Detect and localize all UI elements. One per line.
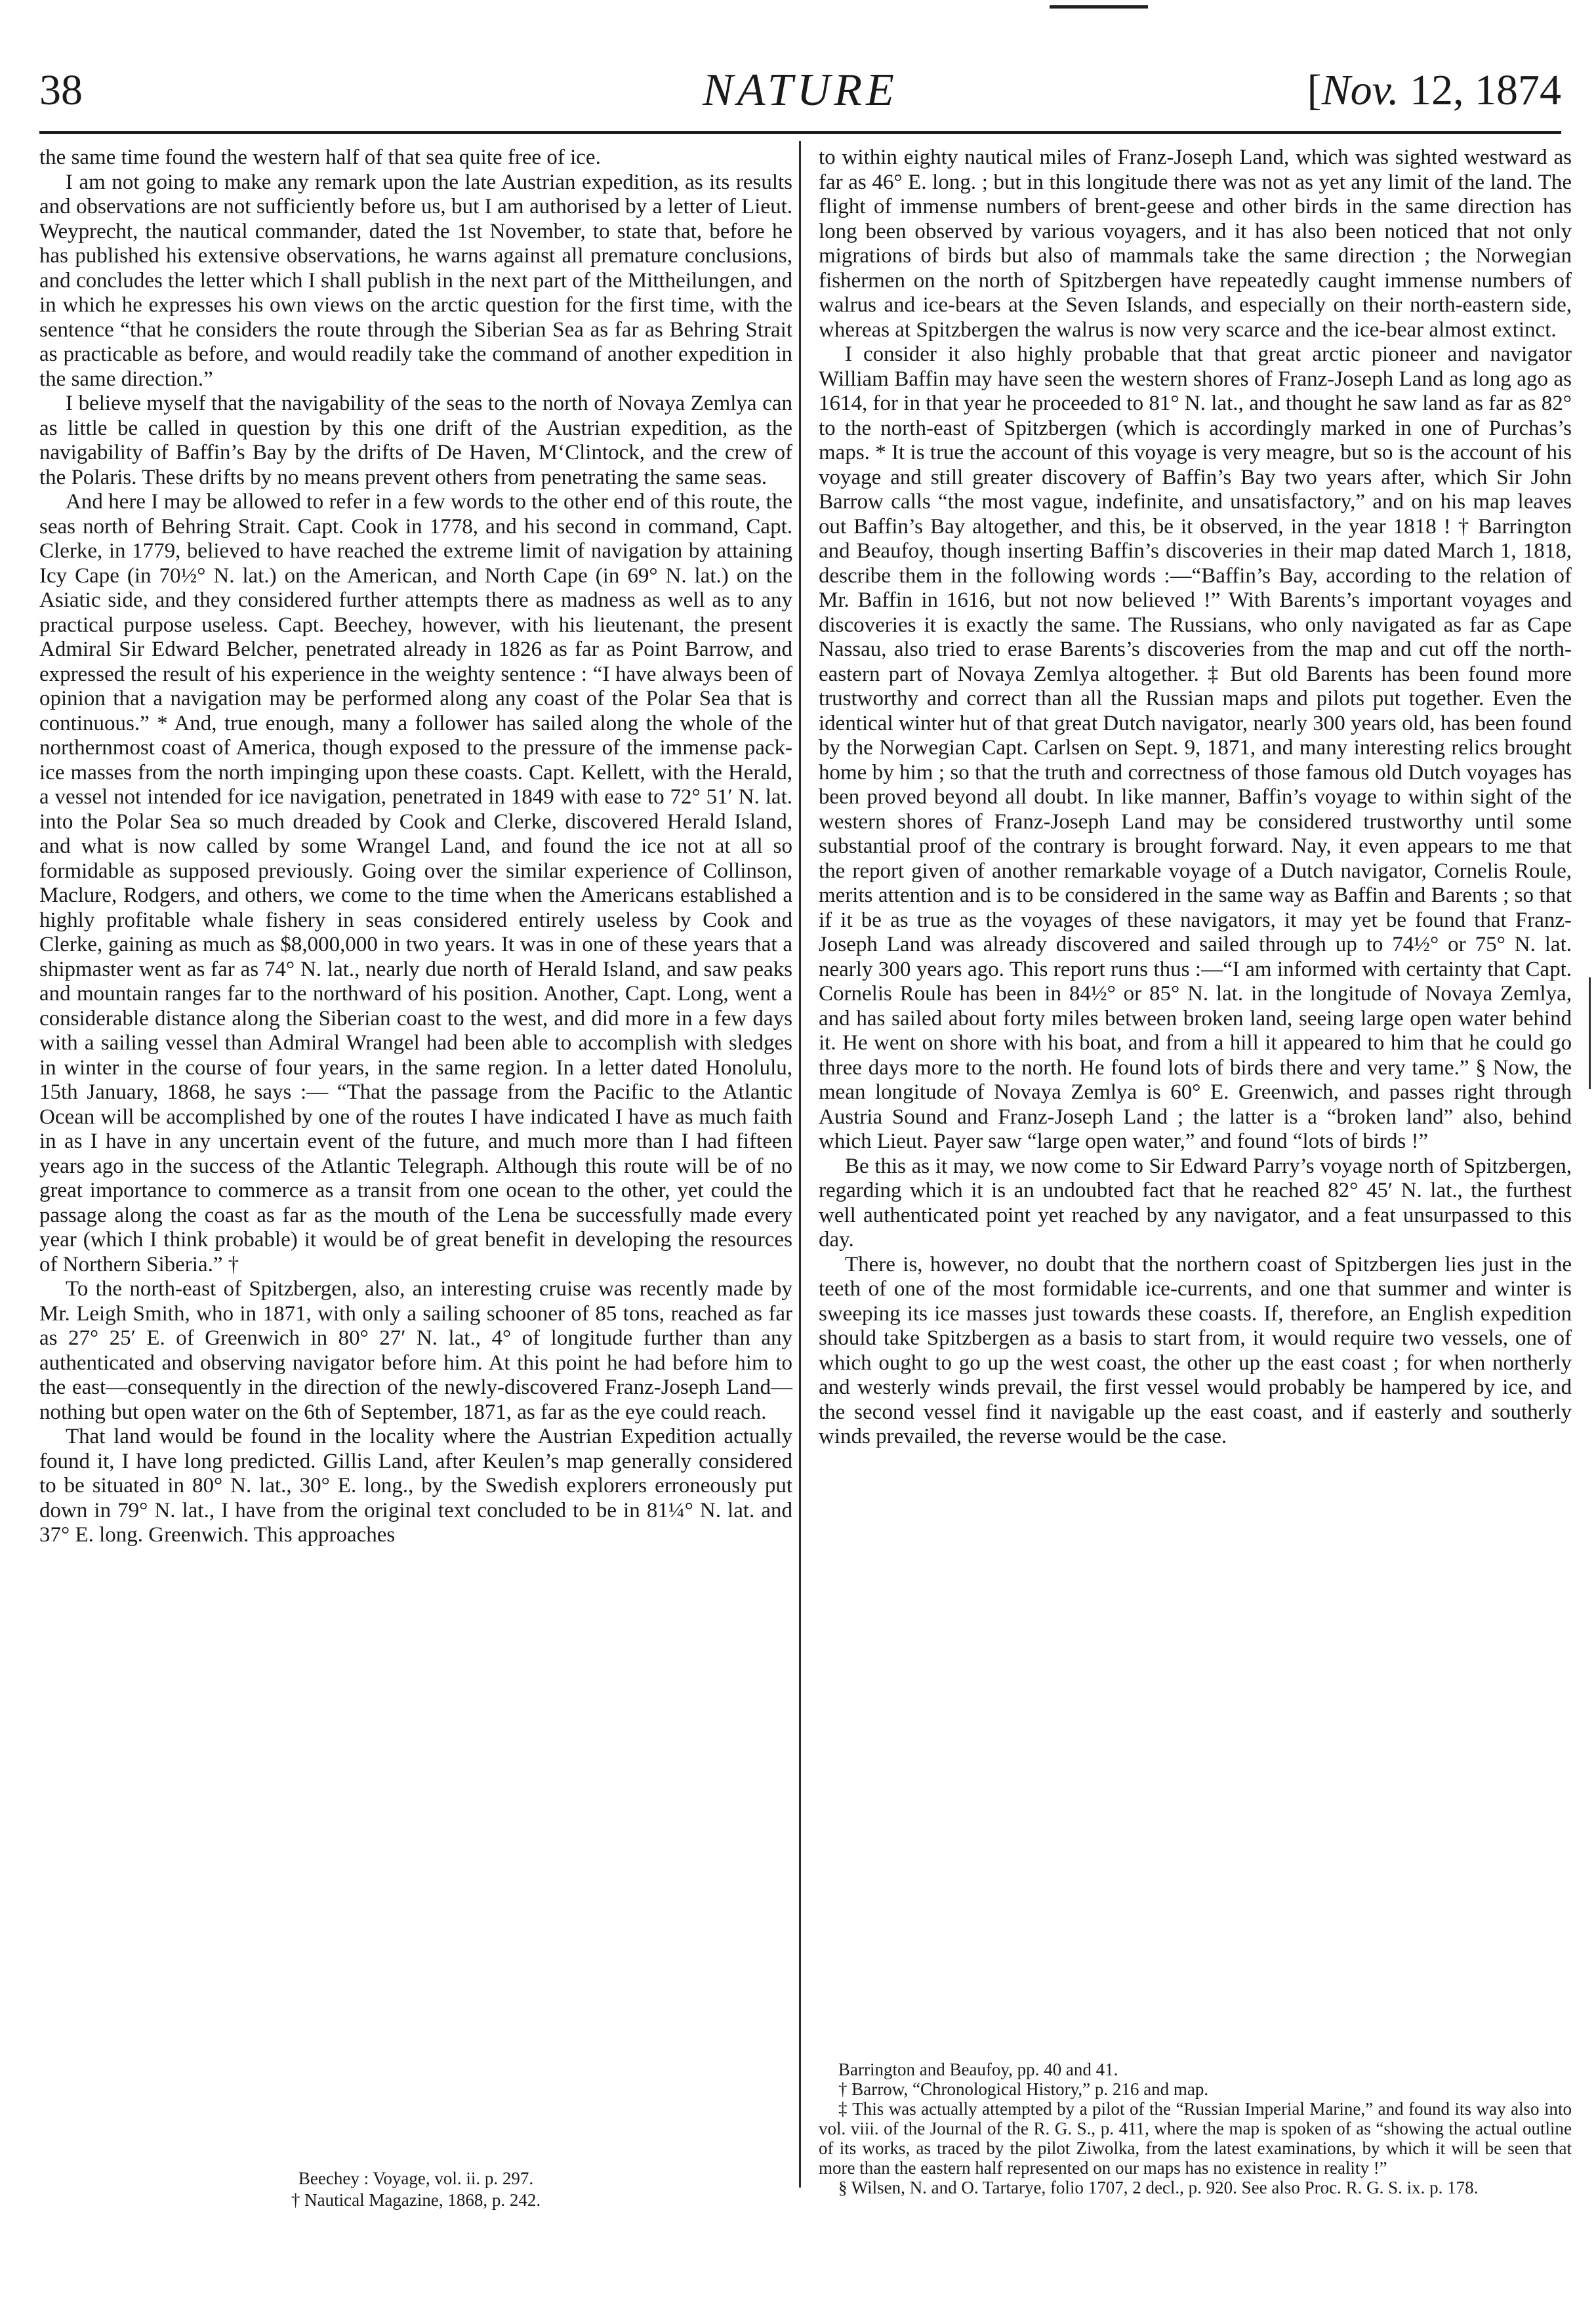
left-column <box>39 146 792 1548</box>
left-paragraph-6: That land would be found in the locality where the Austrian Expedition actually found it, I have long predicted. Gillis Land, after Keulen’s map generally considered to be situated in 80° N. lat., 30° E. long., by the Swedish explorers erroneously put down in 79° N. lat., I have from the original text concluded to be in 81¼° N. lat. and 37° E. long. Greenwich. This approaches <box>39 1425 792 1547</box>
date-month: Nov. <box>1321 66 1399 114</box>
right-paragraph-2: I consider it also highly probable that that great arctic pioneer and navigator William Baffin may have seen the western shores of Franz-Joseph Land as long ago as 1614, for in that year he proceeded to 81° N. lat., and thought he saw land as far as 82° to the north-east of Spitzbergen (which is accordingly marked in one of Purchas’s maps. * It is true the account of this voyage is very meagre, but so is the account of his voyage and still greater discovery of Baffin’s Bay two years after, which Sir John Barrow calls “the most vague, indefinite, and unsatisfactory,” and on his map leaves out Baffin’s Bay altogether, and this, be it observed, in the year 1818 ! † Barrington and Beaufoy, though inserting Baffin’s discoveries in their map dated March 1, 1818, describe them in the following words :—“Baffin’s Bay, according to the relation of Mr. Baffin in 1616, but not now believed !” With Barents’s important voyages and discoveries it is exactly the same. The Russians, who only navigated as far as Cape Nassau, also tried to erase Barents’s discoveries from the map and cut off the north-eastern part of Novaya Zemlya altogether. ‡ But old Barents has been found more trustworthy and correct than all the Russian maps and pilots put together. Even the identical winter hut of that great Dutch navigator, nearly 300 years old, has been found by the Norwegian Capt. Carlsen on Sept. 9, 1871, and many interesting relics brought home by him ; so that the truth and correctness of those famous old Dutch voyages has been proved beyond all doubt. In like manner, Baffin’s voyage to within sight of the western shores of Franz-Joseph Land may be considered trustworthy until some substantial proof of the contrary is brought forward. Nay, it even appears to me that the report given of another remarkable voyage of a Dutch navigator, Cornelis Roule, merits attention and is to be considered in the same way as Baffin and Barents ; so that if it be as true as the voyages of these navigators, it may yet be found that Franz-Joseph Land was already discovered and sailed through up to 74½° or 75° N. lat. nearly 300 years ago. This report runs thus :—“I am informed with certainty that Capt. Cornelis Roule has been in 84½° or 85° N. lat. in the longitude of Novaya Zemlya, and has sailed about forty miles between broken land, seeing large open water behind it. He went on shore with his boat, and from a hill it appeared to him that he could go three days more to the north. He found lots of birds there and very tame.” § Now, the mean longitude of Novaya Zemlya is 60° E. Greenwich, and passes right through Austria Sound and Franz-Joseph Land ; the latter is a “broken land” also, behind which Lieut. Payer saw “large open water,” and found “lots of birds !” <box>819 342 1572 1153</box>
date-bracket: [ <box>1307 66 1322 114</box>
footnote-beechey: Beechey : Voyage, vol. ii. p. 297. <box>298 2169 534 2188</box>
right-footnotes <box>819 2060 1572 2197</box>
right-paragraph-4: There is, however, no doubt that the northern coast of Spitzbergen lies just in the teeth of one of the most formidable ice-currents, and one that summer and winter is sweeping its ice masses just towards these coasts. If, therefore, an English expedition should take Spitzbergen as a basis to start from, it would require two vessels, one of which ought to go up the west coast, the other up the east coast ; for when northerly and westerly winds prevail, the first vessel would probably be hampered by ice, and the second vessel find it navigable up the east coast, and if easterly and southerly winds prevailed, the reverse would be the case. <box>819 1252 1572 1448</box>
left-paragraph-4: And here I may be allowed to refer in a few words to the other end of this route, the seas north of Behring Strait. Capt. Cook in 1778, and his second in command, Capt. Clerke, in 1779, believed to have reached the extreme limit of navigation by attaining Icy Cape (in 70½° N. lat.) on the American, and North Cape (in 69° N. lat.) on the Asiatic side, and they considered further attempts there as madness as well as to any practical purpose useless. Capt. Beechey, however, with his lieutenant, the present Admiral Sir Edward Belcher, penetrated already in 1826 as far as Point Barrow, and expressed the result of his experience in the weighty sentence : “I have always been of opinion that a navigation may be performed along any coast of the Polar Sea that is continuous.” * And, true enough, many a follower has sailed along the whole of the northernmost coast of America, though exposed to the pressure of the immense pack-ice masses from the north impinging upon these coasts. Capt. Kellett, with the Herald, a vessel not intended for ice navigation, penetrated in 1849 with ease to 72° 51′ N. lat. into the Polar Sea so much dreaded by Cook and Clerke, discovered Herald Island, and what is now called by some Wrangel Land, and found the ice not at all so formidable as supposed previously. Going over the similar experience of Collinson, Maclure, Rodgers, and others, we come to the time when the Americans established a highly profitable whale fishery in seas considered entirely useless by Cook and Clerke, gaining as much as $8,000,000 in two years. It was in one of these years that a shipmaster went as far as 74° N. lat., nearly due north of Herald Island, and saw peaks and mountain ranges far to the northward of his position. Another, Capt. Long, went a considerable distance along the Siberian coast to the west, and did more in a few days with a sailing vessel than Admiral Wrangel had been able to accomplish with sledges in winter in the course of four years, in the same region. In a letter dated Honolulu, 15th January, 1868, he says :— “That the passage from the Pacific to the Atlantic Ocean will be accomplished by one of the routes I have indicated I have as much faith in as I have in any uncertain event of the future, and much more than I had fifteen years ago in the success of the Atlantic Telegraph. Although this route will be of no great importance to commerce as a transit from one ocean to the other, yet could the passage along the coast as far as the mouth of the Lena be successfully made every year (which I think probable) it would be of great benefit in developing the resources of Northern Siberia.” † <box>39 490 792 1276</box>
footnote-barrow: † Barrow, “Chronological History,” p. 216 and map. <box>838 2079 1209 2099</box>
page-header <box>39 52 1561 125</box>
journal-title: NATURE <box>703 65 898 115</box>
margin-scan-mark <box>1589 977 1591 1089</box>
left-paragraph-3: I believe myself that the navigability of the seas to the north of Novaya Zemlya can as little be called in question by this one drift of the Austrian expedition, as the navigability of Baffin’s Bay by the drifts of De Haven, M‘Clintock, and the crew of the Polaris. These drifts by no means prevent others from penetrating the same seas. <box>39 392 792 489</box>
footnote-wilsen: § Wilsen, N. and O. Tartarye, folio 1707, 2 decl., p. 920. See also Proc. R. G. S. ix. p. 178. <box>838 2178 1479 2197</box>
footnote-nautical-magazine: † Nautical Magazine, 1868, p. 242. <box>291 2190 541 2210</box>
column-divider <box>799 141 801 2188</box>
left-footnotes <box>39 2168 792 2211</box>
left-paragraph-2: I am not going to make any remark upon the late Austrian expedition, as its results and observations are not sufficiently before us, but I am authorised by a letter of Lieut. Weyprecht, the nautical commander, dated the 1st November, to state that, before he has published his extensive observations, he warns against all premature conclusions, and concludes the letter which I shall publish in the next part of the Mittheilungen, and in which he expresses his own views on the arctic question for the first time, with the sentence “that he considers the route through the Siberian Sea as far as Behring Strait as practicable as before, and would readily take the command of another expedition in the same direction.” <box>39 170 792 391</box>
left-paragraph-1: the same time found the western half of that sea quite free of ice. <box>39 146 601 169</box>
issue-date <box>1307 66 1561 115</box>
right-paragraph-1: to within eighty nautical miles of Franz-Joseph Land, which was sighted westward as far as 46° E. long. ; but in this longitude there was not as yet any limit of the land. The flight of immense numbers of brent-geese and other birds in the same direction has long been observed by various voyagers, and it has also been noticed that not only migrations of birds but also of mammals take the same direction ; the Norwegian fishermen on the north of Spitzbergen have repeatedly caught immense numbers of walrus and ice-bears at the Seven Islands, and especially on their north-eastern side, whereas at Spitzbergen the walrus is now very scarce and the ice-bear almost extinct. <box>819 146 1572 342</box>
footnote-russian-pilot: ‡ This was actually attempted by a pilot of the “Russian Imperial Marine,” and found its way also into vol. viii. of the Journal of the R. G. S., p. 411, where the map is spoken of as “showing the actual outline of its works, as traced by the pilot Ziwolka, from the latest examinations, by which it will be seen that more than the eastern half represented on our maps has no existence in reality !” <box>819 2099 1572 2178</box>
header-rule <box>39 131 1561 134</box>
date-rest: 12, 1874 <box>1399 66 1561 114</box>
left-paragraph-5: To the north-east of Spitzbergen, also, an interesting cruise was recently made by Mr. Leigh Smith, who in 1871, with only a sailing schooner of 85 tons, reached as far as 27° 25′ E. of Greenwich in 80° 27′ N. lat., 4° of longitude further than any authenticated and observing navigator before him. At this point he had before him to the east—consequently in the direction of the newly-discovered Franz-Joseph Land—nothing but open water on the 6th of September, 1871, as far as the eye could reach. <box>39 1277 792 1424</box>
top-edge-mark <box>1050 5 1148 9</box>
right-column <box>819 146 1572 1450</box>
footnote-barrington: Barrington and Beaufoy, pp. 40 and 41. <box>838 2060 1118 2079</box>
page-number: 38 <box>39 66 83 114</box>
right-paragraph-3: Be this as it may, we now come to Sir Edward Parry’s voyage north of Spitzbergen, regarding which it is an undoubted fact that he reached 82° 45′ N. lat., the furthest well authenticated point yet reached by any navigator, and a feat unsurpassed to this day. <box>819 1154 1572 1252</box>
